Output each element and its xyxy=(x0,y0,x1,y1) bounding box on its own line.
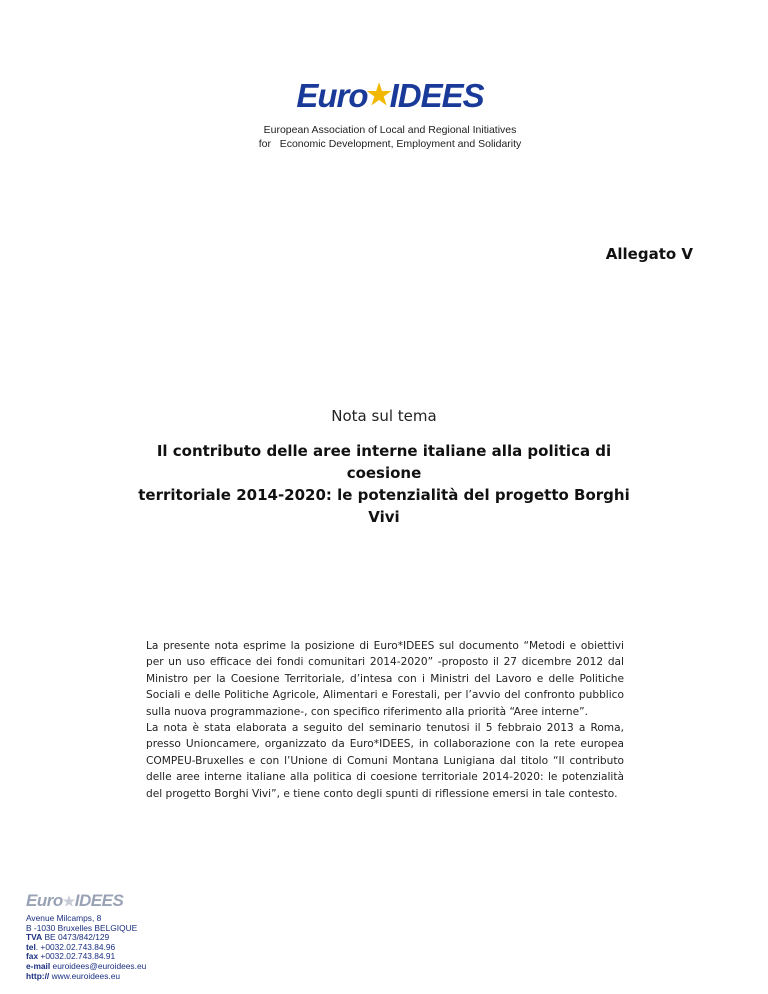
tel-label: tel xyxy=(26,941,36,952)
fax-label: fax xyxy=(26,951,39,962)
web-label: http:// xyxy=(26,970,50,981)
address-city: B -1030 Bruxelles BELGIQUE xyxy=(26,922,138,933)
body-paragraph-1: La presente nota esprime la posizione di Euro*IDEES sul documento “Metodi e obiettivi per un uso efficace dei fondi comunitari 2014-2020” -proposto il 27 dicembre 2012 dal Ministro per la Coesione Territoriale, d’intesa con i Ministri del Lavoro e delle Politiche Sociali e delle Politiche Agricole, Alimentari e Forestali, per l’avvio del confronto pubblico sulla nuova programmazione-, con specifico riferimento alla priorità “Aree interne”. xyxy=(146,640,624,718)
email-label: e-mail xyxy=(26,960,51,971)
footer-logo xyxy=(26,892,123,912)
body-text xyxy=(146,638,624,802)
document-subtitle: Nota sul tema xyxy=(331,407,437,425)
footer-logo-text-right: IDEES xyxy=(74,891,124,910)
star-icon: ★ xyxy=(366,79,391,110)
fax-value: +0032.02.743.84.91 xyxy=(38,951,116,962)
annex-label: Allegato V xyxy=(605,245,693,263)
tva-value: BE 0473/842/129 xyxy=(42,932,110,943)
logo-text-left: Euro xyxy=(296,76,368,114)
org-line-1: European Association of Local and Regional Initiatives xyxy=(263,124,517,136)
email-value[interactable]: euroidees@euroidees.eu xyxy=(50,960,147,971)
footer-address xyxy=(26,914,146,981)
org-line-2: for Economic Development, Employment and Solidarity xyxy=(258,138,522,150)
address-website[interactable] xyxy=(26,972,146,982)
organization-description xyxy=(200,123,580,151)
euroidees-logo xyxy=(290,76,490,114)
web-value[interactable]: www.euroidees.eu xyxy=(49,970,121,981)
title-line-1: Il contributo delle aree interne italiane alla politica di coesione xyxy=(156,442,612,482)
title-line-2: territoriale 2014-2020: le potenzialità del progetto Borghi Vivi xyxy=(138,486,630,526)
body-paragraph-2: La nota è stata elaborata a seguito del seminario tenutosi il 5 febbraio 2013 a Roma, presso Unioncamere, organizzato da Euro*IDEES, in collaborazione con la rete europea COMPEU-Bruxelles e con l’Unione di Comuni Montana Lunigiana dal titolo “Il contributo delle aree interne italiane alla politica di coesione territoriale 2014-2020: le potenzialità del progetto Borghi Vivi”, e tiene conto degli spunti di riflessione emersi in tale contesto. xyxy=(146,722,624,800)
tva-label: TVA xyxy=(26,932,43,943)
tel-value: . +0032.02.743.84.96 xyxy=(35,941,116,952)
document-title xyxy=(120,440,648,528)
footer-star-icon: ★ xyxy=(62,893,75,909)
footer-logo-text-left: Euro xyxy=(26,891,63,910)
logo-text-right: IDEES xyxy=(389,76,484,114)
address-street: Avenue Milcamps, 8 xyxy=(26,913,102,923)
